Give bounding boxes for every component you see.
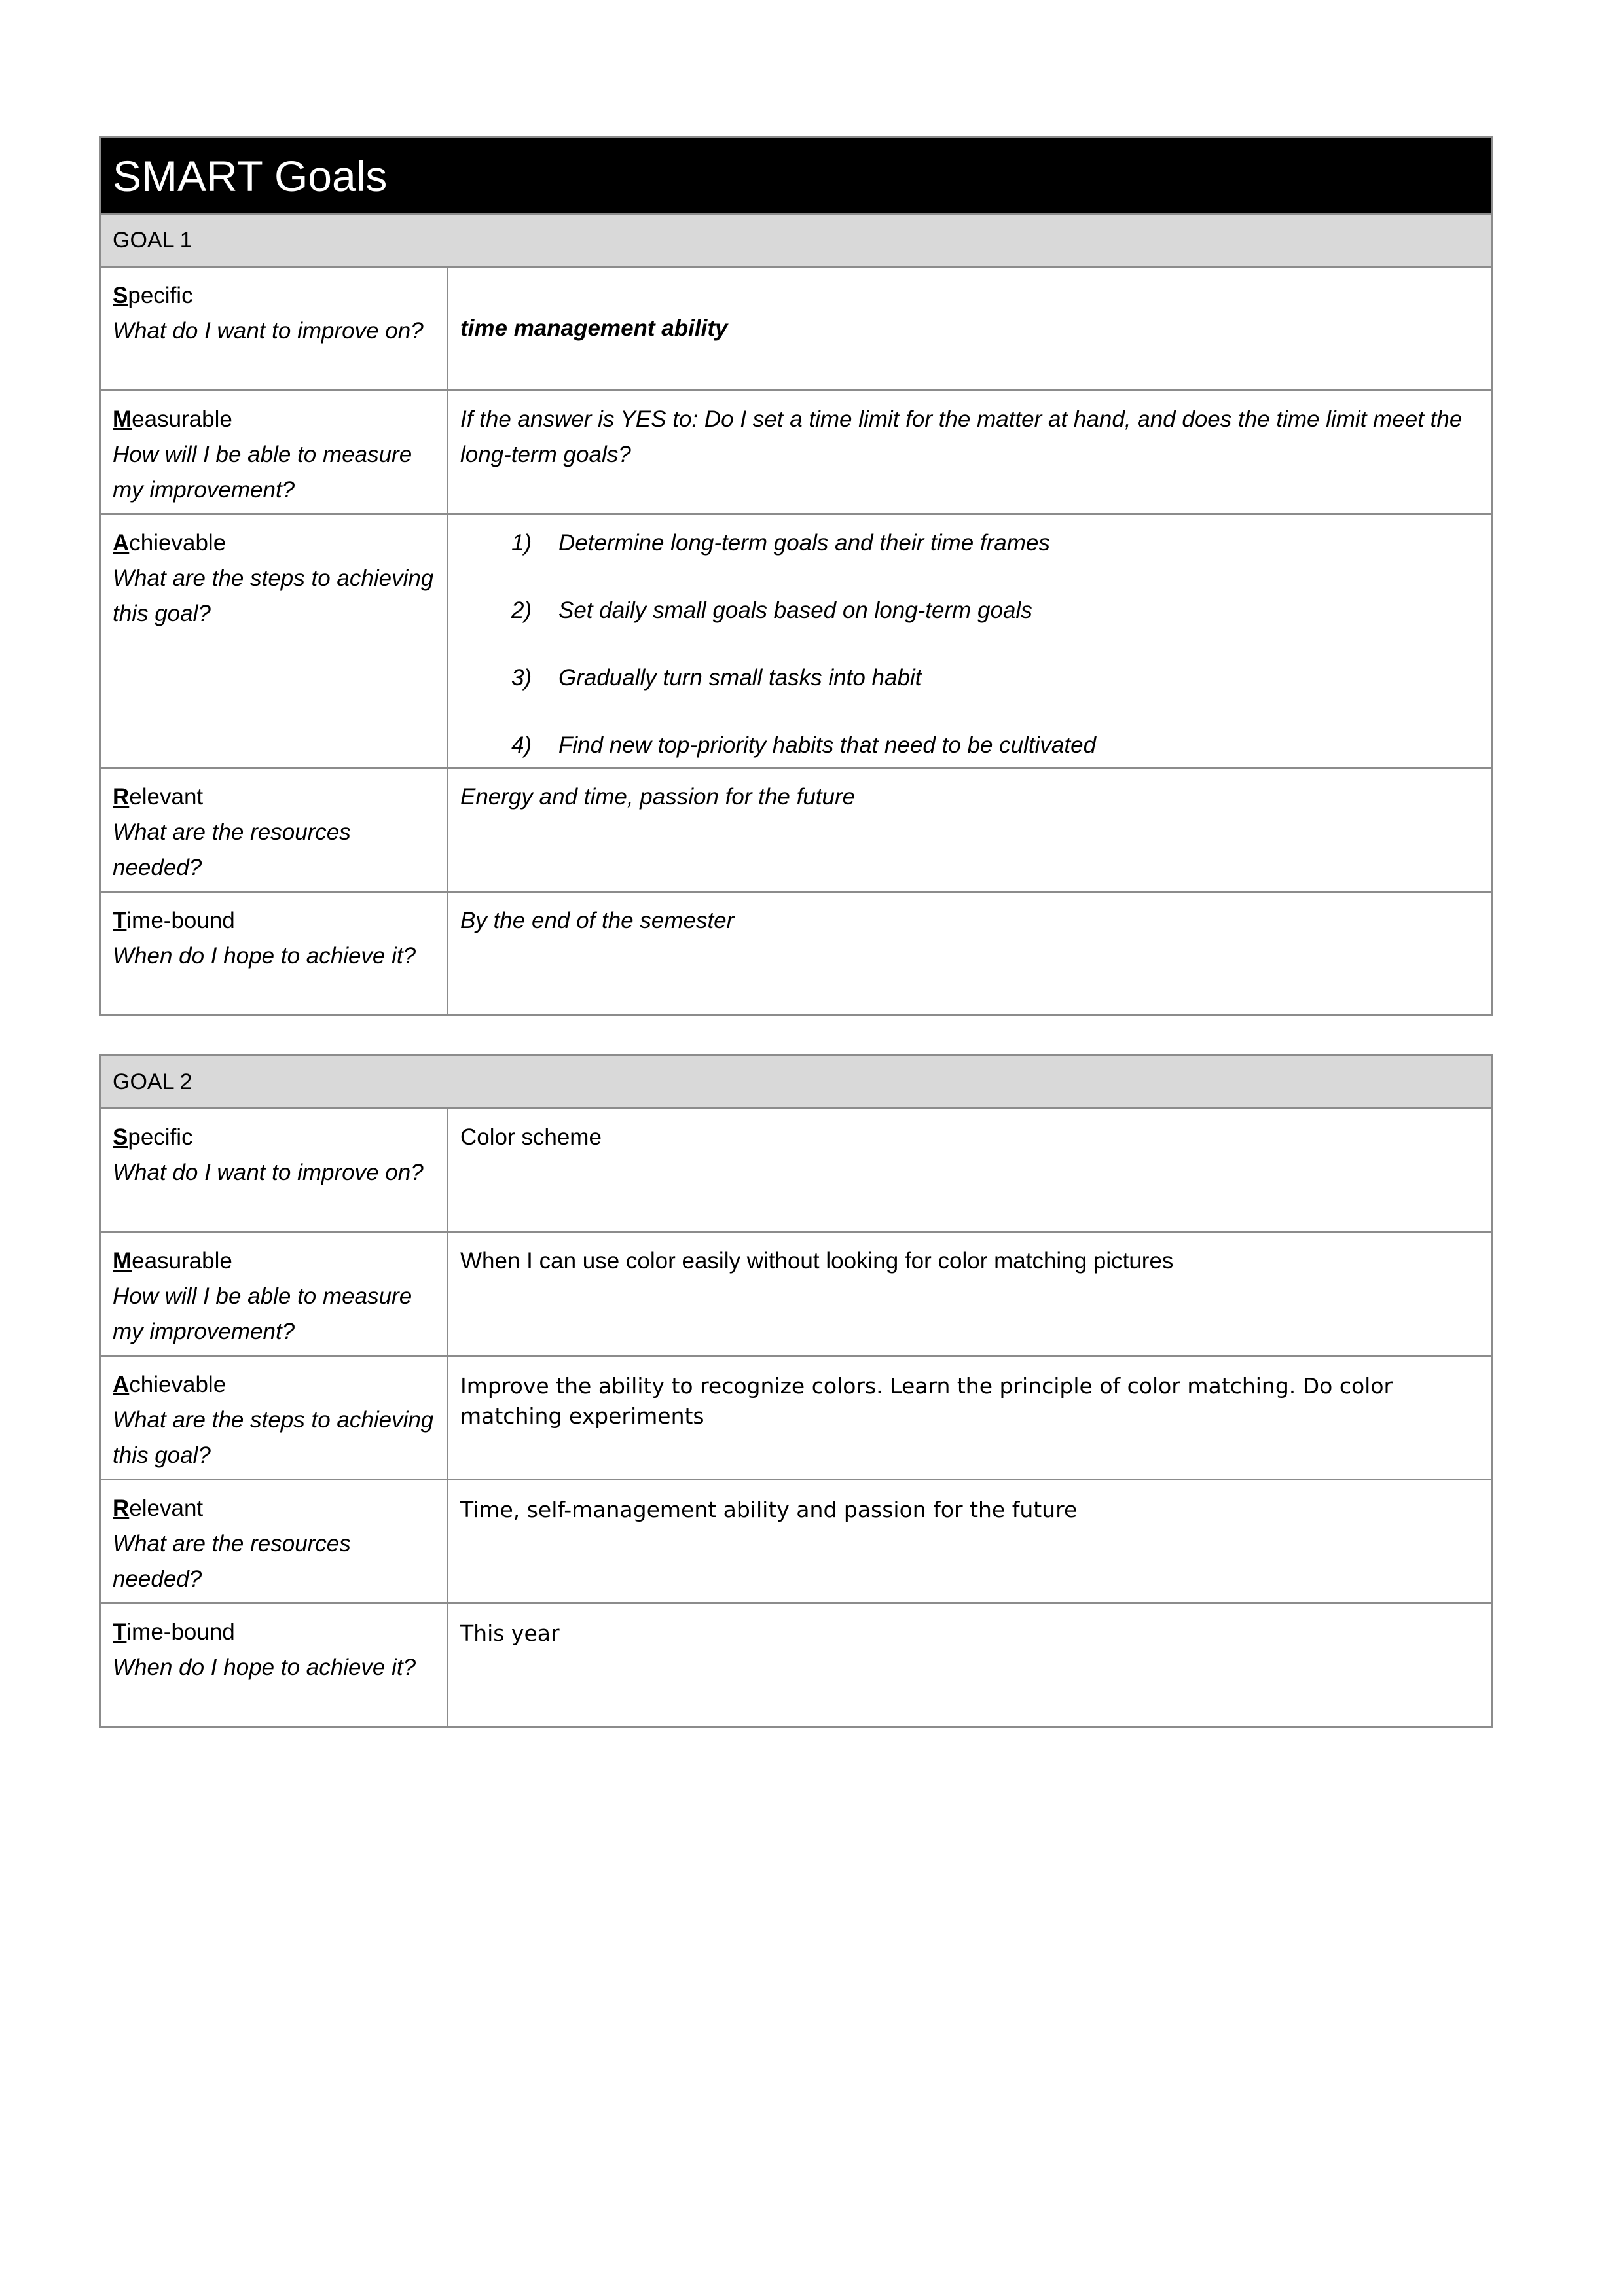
answer-cell[interactable] bbox=[448, 267, 1492, 391]
criterion-label-cell bbox=[100, 892, 448, 1016]
goal-2-header: GOAL 2 bbox=[100, 1056, 1492, 1109]
criterion-name bbox=[113, 1120, 435, 1155]
criterion-letter: A bbox=[113, 1372, 130, 1397]
relevant-row bbox=[100, 768, 1492, 892]
timebound-answer: This year bbox=[460, 1621, 560, 1646]
criterion-letter: S bbox=[113, 1124, 128, 1150]
criterion-question: How will I be able to measure my improvement? bbox=[113, 1283, 412, 1344]
criterion-letter: A bbox=[113, 530, 130, 556]
steps-list bbox=[460, 526, 1479, 767]
criterion-letter: T bbox=[113, 1619, 127, 1645]
criterion-label-cell bbox=[100, 1109, 448, 1232]
criterion-label-cell bbox=[100, 514, 448, 768]
step-item bbox=[460, 660, 1479, 728]
answer-cell[interactable] bbox=[448, 892, 1492, 1016]
specific-row bbox=[100, 1109, 1492, 1232]
step-number: 3) bbox=[511, 665, 532, 691]
criterion-name bbox=[113, 278, 435, 314]
criterion-label-cell bbox=[100, 768, 448, 892]
criterion-name bbox=[113, 1367, 435, 1403]
criterion-label-cell bbox=[100, 391, 448, 514]
answer-cell[interactable] bbox=[448, 768, 1492, 892]
criterion-question: What are the resources needed? bbox=[113, 1531, 351, 1592]
criterion-label-cell bbox=[100, 267, 448, 391]
criterion-rest: easurable bbox=[132, 1248, 232, 1274]
criterion-name bbox=[113, 1244, 435, 1279]
criterion-name bbox=[113, 1615, 435, 1650]
criterion-letter: M bbox=[113, 1248, 132, 1274]
criterion-label-cell bbox=[100, 1232, 448, 1356]
answer-cell[interactable] bbox=[448, 1232, 1492, 1356]
measurable-row bbox=[100, 391, 1492, 514]
achievable-answer: Improve the ability to recognize colors. Learn the principle of color matching. Do color matching experiments bbox=[460, 1373, 1393, 1429]
criterion-question: What do I want to improve on? bbox=[113, 1160, 424, 1185]
criterion-rest: easurable bbox=[132, 406, 232, 432]
step-text: Determine long-term goals and their time frames bbox=[558, 530, 1050, 556]
criterion-name bbox=[113, 780, 435, 815]
criterion-name bbox=[113, 1491, 435, 1526]
step-text: Gradually turn small tasks into habit bbox=[558, 665, 922, 691]
step-item bbox=[460, 526, 1479, 593]
criterion-rest: ime-bound bbox=[126, 908, 235, 933]
answer-cell[interactable] bbox=[448, 1604, 1492, 1727]
criterion-letter: T bbox=[113, 908, 127, 933]
criterion-question: When do I hope to achieve it? bbox=[113, 1655, 416, 1680]
goal-1-header: GOAL 1 bbox=[100, 214, 1492, 267]
criterion-question: What are the resources needed? bbox=[113, 819, 351, 880]
criterion-name bbox=[113, 526, 435, 561]
step-number: 4) bbox=[511, 732, 532, 758]
criterion-label-cell bbox=[100, 1356, 448, 1480]
relevant-row bbox=[100, 1480, 1492, 1604]
timebound-answer: By the end of the semester bbox=[460, 908, 735, 933]
goal-1-table bbox=[99, 136, 1493, 1016]
timebound-row bbox=[100, 892, 1492, 1016]
specific-row bbox=[100, 267, 1492, 391]
answer-cell[interactable] bbox=[448, 1480, 1492, 1604]
criterion-label-cell bbox=[100, 1480, 448, 1604]
criterion-name bbox=[113, 402, 435, 437]
title-row bbox=[100, 137, 1492, 214]
relevant-answer: Energy and time, passion for the future bbox=[460, 784, 856, 810]
measurable-row bbox=[100, 1232, 1492, 1356]
criterion-rest: elevant bbox=[129, 784, 204, 810]
criterion-letter: S bbox=[113, 283, 128, 308]
goal-header-row bbox=[100, 214, 1492, 267]
criterion-letter: M bbox=[113, 406, 132, 432]
criterion-rest: chievable bbox=[129, 530, 227, 556]
criterion-question: How will I be able to measure my improvement? bbox=[113, 442, 412, 503]
goal-header-row bbox=[100, 1056, 1492, 1109]
achievable-row bbox=[100, 1356, 1492, 1480]
measurable-answer: When I can use color easily without looking for color matching pictures bbox=[460, 1248, 1174, 1274]
step-item bbox=[460, 593, 1479, 660]
criterion-rest: elevant bbox=[129, 1496, 204, 1521]
specific-answer: Color scheme bbox=[460, 1124, 602, 1150]
page-title: SMART Goals bbox=[100, 137, 1492, 214]
answer-cell[interactable] bbox=[448, 514, 1492, 768]
criterion-rest: ime-bound bbox=[126, 1619, 235, 1645]
specific-answer: time management ability bbox=[460, 315, 728, 341]
criterion-rest: chievable bbox=[129, 1372, 227, 1397]
goal-2-table bbox=[99, 1054, 1493, 1728]
answer-cell[interactable] bbox=[448, 1356, 1492, 1480]
criterion-rest: pecific bbox=[128, 1124, 193, 1150]
criterion-question: What are the steps to achieving this goal? bbox=[113, 1407, 434, 1468]
criterion-question: What do I want to improve on? bbox=[113, 318, 424, 344]
timebound-row bbox=[100, 1604, 1492, 1727]
step-text: Set daily small goals based on long-term goals bbox=[558, 598, 1032, 623]
step-text: Find new top-priority habits that need to be cultivated bbox=[558, 732, 1097, 758]
step-number: 1) bbox=[511, 530, 532, 556]
criterion-letter: R bbox=[113, 1496, 130, 1521]
answer-cell[interactable] bbox=[448, 391, 1492, 514]
answer-cell[interactable] bbox=[448, 1109, 1492, 1232]
criterion-letter: R bbox=[113, 784, 130, 810]
criterion-name bbox=[113, 903, 435, 939]
criterion-rest: pecific bbox=[128, 283, 193, 308]
achievable-row bbox=[100, 514, 1492, 768]
criterion-question: What are the steps to achieving this goal? bbox=[113, 565, 434, 626]
relevant-answer: Time, self-management ability and passion for the future bbox=[460, 1497, 1078, 1522]
step-item bbox=[460, 728, 1479, 767]
criterion-label-cell bbox=[100, 1604, 448, 1727]
measurable-answer: If the answer is YES to: Do I set a time limit for the matter at hand, and does the time limit meet the long-term goals? bbox=[460, 406, 1463, 467]
step-number: 2) bbox=[511, 598, 532, 623]
criterion-question: When do I hope to achieve it? bbox=[113, 943, 416, 969]
